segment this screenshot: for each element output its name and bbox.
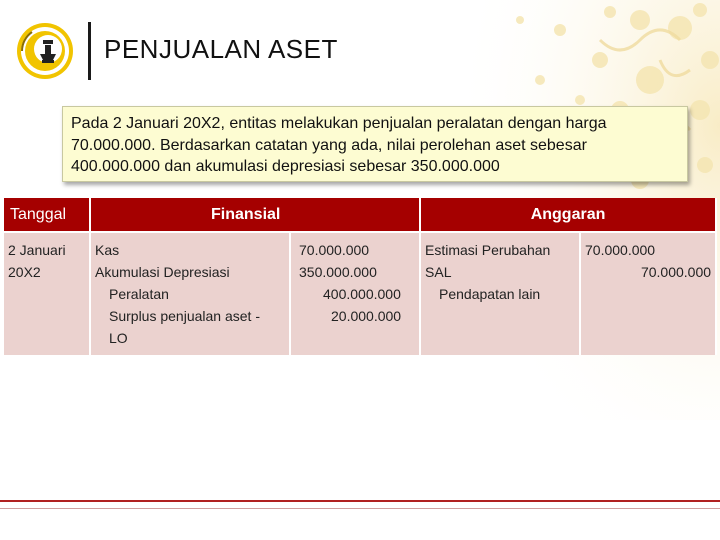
cell-financial-accounts	[90, 232, 290, 355]
cell-financial-amounts	[290, 232, 420, 355]
amount-debit: 70.000.000	[299, 242, 370, 258]
account-debit: Akumulasi Depresiasi	[95, 264, 230, 280]
slide-title: PENJUALAN ASET	[104, 34, 338, 64]
footer-rule	[0, 500, 720, 502]
header-date: Tanggal	[4, 198, 90, 232]
account-credit: Surplus penjualan aset -	[109, 308, 260, 324]
problem-statement-box: Pada 2 Januari 20X2, entitas melakukan penjualan peralatan dengan harga 70.000.000. Berdasarkan catatan yang ada, nilai perolehan aset sebesar 400.000.000 dan akumulasi depresiasi sebesar 350.000.000	[62, 106, 688, 182]
budget-account-debit: Estimasi Perubahan	[425, 242, 551, 258]
title-divider	[88, 22, 91, 80]
account-credit: Peralatan	[109, 286, 169, 302]
amount-debit: 350.000.000	[299, 264, 377, 280]
account-credit: LO	[109, 330, 128, 346]
budget-account-credit: Pendapatan lain	[439, 286, 541, 302]
budget-account-debit: SAL	[425, 264, 452, 280]
university-logo-icon	[14, 20, 76, 82]
amount-credit: 400.000.000	[323, 286, 401, 302]
footer-rule-thin	[0, 508, 720, 509]
cell-budget-accounts	[420, 232, 580, 355]
budget-amount-debit: 70.000.000	[585, 242, 656, 258]
table-row	[4, 232, 716, 355]
header-financial: Finansial	[90, 198, 420, 232]
header-budget: Anggaran	[420, 198, 716, 232]
budget-amount-credit: 70.000.000	[640, 264, 712, 280]
date-line: 2 Januari	[8, 242, 66, 258]
account-debit: Kas	[95, 242, 120, 258]
table-header-row	[4, 198, 716, 232]
cell-budget-amounts	[580, 232, 716, 355]
cell-date	[4, 232, 90, 355]
amount-credit: 20.000.000	[331, 308, 402, 324]
date-line: 20X2	[8, 264, 41, 280]
journal-table	[4, 198, 717, 355]
